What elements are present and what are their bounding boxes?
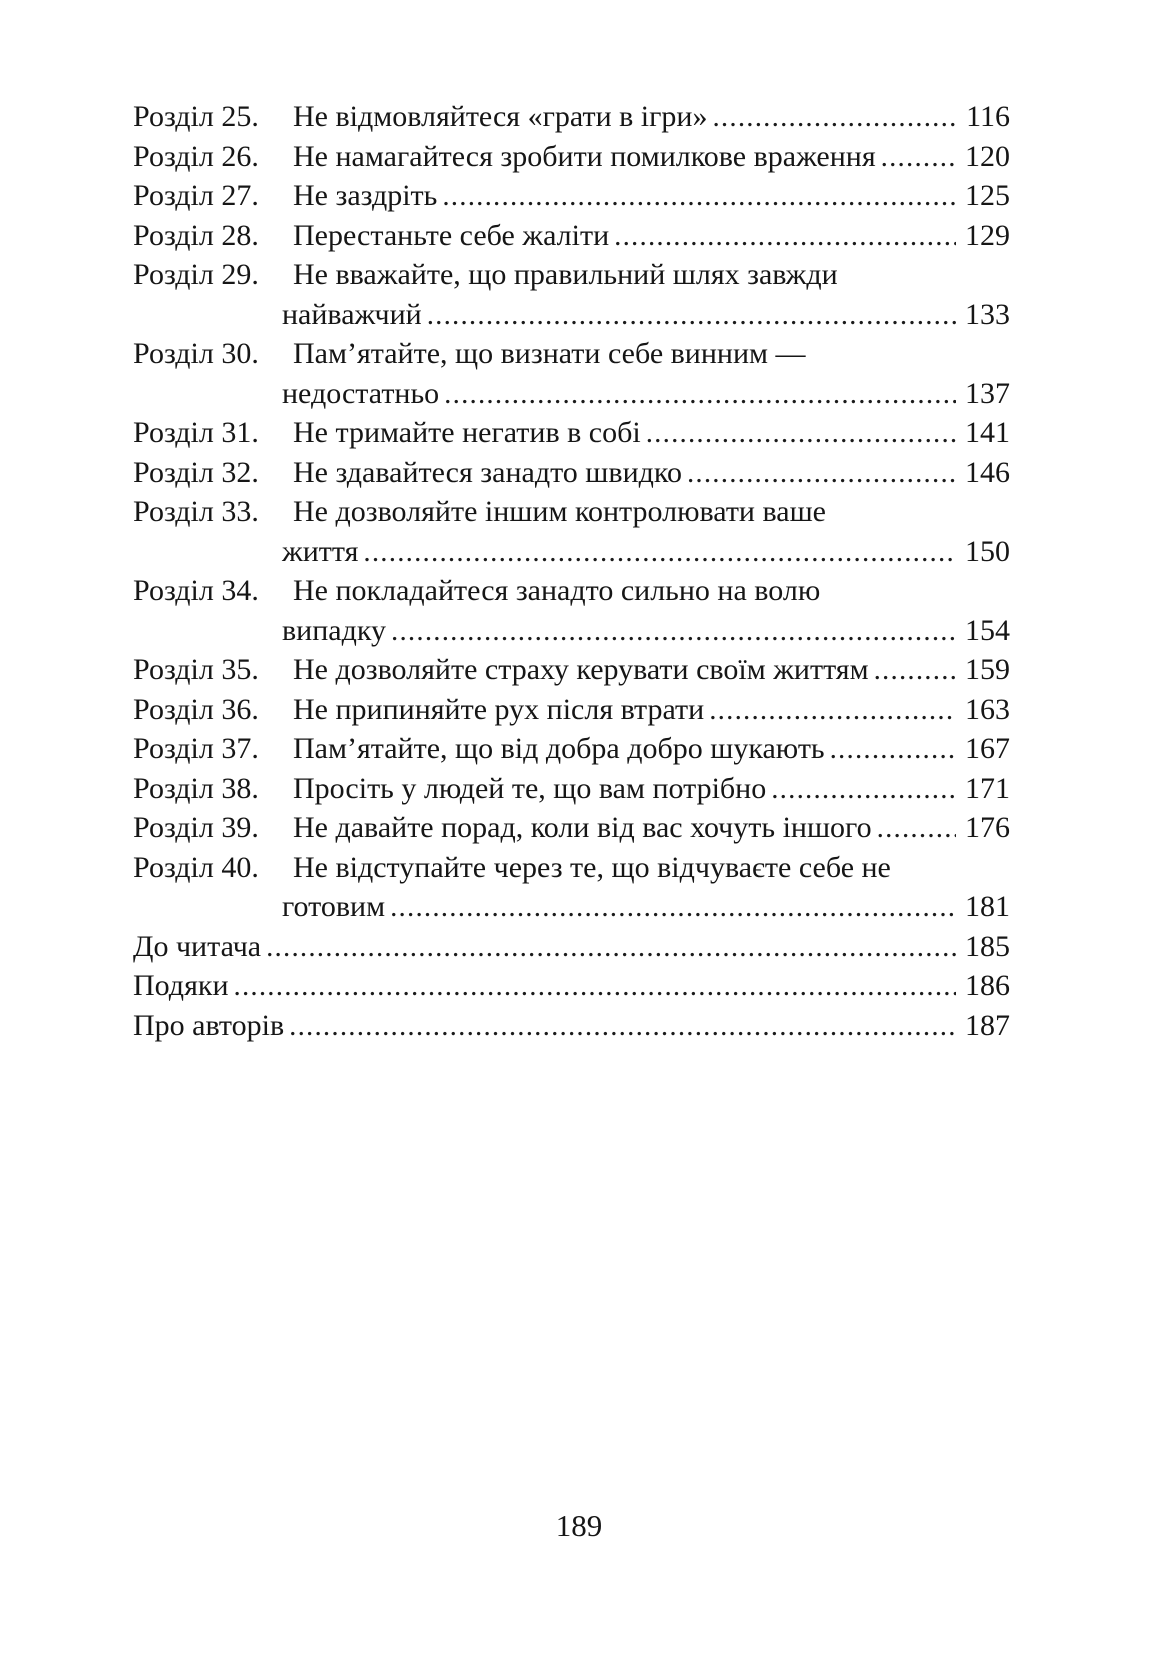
toc-entry-line [133, 571, 1010, 611]
toc-entry [133, 453, 1010, 493]
chapter-page-number: 116 [966, 100, 1010, 133]
chapter-title: Про авторів [133, 1008, 285, 1042]
chapter-title-continuation: недостатньо [282, 376, 440, 410]
chapter-title: Не вважайте, що правильний шлях завжди [293, 258, 838, 291]
toc-entry-line [133, 176, 1010, 216]
chapter-title: Не здавайтеся занадто швидко [293, 455, 682, 489]
chapter-title: Не дозволяйте страху керувати своїм життям [293, 653, 869, 686]
chapter-page-number: 137 [965, 376, 1010, 410]
dot-leader [363, 532, 956, 573]
toc-entry-continuation-line [133, 532, 1010, 572]
chapter-title: Перестаньте себе жаліти [293, 218, 610, 252]
chapter-title: Пам’ятайте, що від добра добро шукають [293, 732, 825, 765]
dot-leader [390, 887, 956, 928]
toc-entry-line [133, 453, 1010, 493]
toc-entry-continuation-line [133, 295, 1010, 335]
toc-entry [133, 334, 1010, 413]
toc-entry [133, 1006, 1010, 1046]
chapter-page-number: 146 [965, 455, 1010, 489]
toc-entry-line [133, 729, 1010, 769]
chapter-page-number: 141 [965, 416, 1010, 449]
toc-entry-line [133, 1006, 1010, 1046]
chapter-label: Розділ 33. [133, 495, 259, 528]
toc-entry [133, 769, 1010, 809]
toc-entry [133, 966, 1010, 1006]
toc-entry-line [133, 255, 1010, 295]
toc-entry-line [133, 808, 1010, 848]
dot-leader [289, 1006, 956, 1047]
chapter-title: Не заздріть [293, 179, 438, 212]
chapter-label: Розділ 30. [133, 337, 259, 370]
chapter-label: Розділ 31. [133, 416, 259, 449]
chapter-label: Розділ 29. [133, 258, 259, 291]
chapter-title: Не тримайте негатив в собі [293, 416, 641, 449]
toc-entry-continuation-line [133, 611, 1010, 651]
toc-entry-continuation-line [133, 374, 1010, 414]
chapter-page-number: 150 [965, 534, 1010, 568]
table-of-contents [133, 97, 1010, 1045]
chapter-page-number: 125 [965, 179, 1010, 212]
chapter-title: Не відступайте через те, що відчуваєте себе не [293, 850, 891, 884]
chapter-label: Розділ 35. [133, 653, 259, 686]
chapter-page-number: 163 [965, 692, 1010, 726]
chapter-page-number: 176 [965, 811, 1010, 844]
chapter-label: Розділ 28. [133, 218, 259, 252]
dot-leader [687, 453, 956, 494]
toc-entry [133, 176, 1010, 216]
toc-entry [133, 729, 1010, 769]
dot-leader [614, 216, 956, 257]
chapter-title: До читача [133, 929, 262, 963]
page-footer [0, 1506, 1158, 1546]
toc-entry [133, 848, 1010, 927]
chapter-title: Не покладайтеся занадто сильно на волю [293, 574, 821, 607]
chapter-label: Розділ 32. [133, 455, 259, 489]
toc-entry-line [133, 413, 1010, 453]
toc-entry [133, 690, 1010, 730]
dot-leader [709, 690, 956, 731]
dot-leader [266, 927, 956, 968]
chapter-page-number: 187 [965, 1008, 1010, 1042]
chapter-page-number: 185 [965, 929, 1010, 963]
chapter-page-number: 154 [965, 613, 1010, 647]
chapter-page-number: 167 [965, 732, 1010, 765]
chapter-label: Розділ 34. [133, 574, 259, 607]
folio-page-number: 189 [555, 1508, 603, 1543]
chapter-page-number: 129 [965, 218, 1010, 252]
dot-leader [391, 611, 956, 652]
dot-leader [771, 769, 956, 810]
chapter-page-number: 120 [965, 139, 1010, 173]
chapter-title: Не дозволяйте іншим контролювати ваше [293, 495, 826, 528]
chapter-page-number: 181 [965, 890, 1010, 923]
chapter-title-continuation: життя [282, 534, 359, 568]
toc-entry [133, 492, 1010, 571]
chapter-title-continuation: випадку [282, 613, 387, 647]
chapter-page-number: 133 [965, 297, 1010, 331]
toc-entry [133, 808, 1010, 848]
dot-leader [830, 729, 956, 770]
toc-entry-line [133, 690, 1010, 730]
chapter-page-number: 186 [965, 969, 1010, 1002]
toc-entry [133, 413, 1010, 453]
chapter-label: Розділ 39. [133, 811, 259, 844]
toc-entry-line [133, 216, 1010, 256]
toc-entry [133, 650, 1010, 690]
dot-leader [234, 966, 957, 1007]
toc-entry [133, 97, 1010, 137]
dot-leader [442, 176, 956, 217]
chapter-label: Розділ 37. [133, 732, 259, 765]
toc-entry [133, 571, 1010, 650]
chapter-title-continuation: найважчий [282, 297, 422, 331]
chapter-title-continuation: готовим [282, 890, 386, 923]
chapter-label: Розділ 26. [133, 139, 259, 173]
toc-entry [133, 927, 1010, 967]
chapter-label: Розділ 27. [133, 179, 259, 212]
toc-entry-line [133, 650, 1010, 690]
toc-entry-continuation-line [133, 887, 1010, 927]
chapter-label: Розділ 38. [133, 771, 259, 805]
chapter-title: Не відмовляйтеся «грати в ігри» [293, 100, 708, 133]
dot-leader [427, 295, 956, 336]
dot-leader [444, 374, 956, 415]
dot-leader [874, 650, 956, 691]
chapter-title: Не припиняйте рух після втрати [293, 692, 705, 726]
chapter-label: Розділ 25. [133, 100, 259, 133]
chapter-title: Пам’ятайте, що визнати себе винним — [293, 337, 806, 370]
toc-entry [133, 216, 1010, 256]
chapter-title: Не давайте порад, коли від вас хочуть іншого [293, 811, 872, 844]
toc-entry-line [133, 137, 1010, 177]
toc-entry-line [133, 848, 1010, 888]
chapter-title: Просіть у людей те, що вам потрібно [293, 771, 767, 805]
toc-entry-line [133, 966, 1010, 1006]
chapter-page-number: 171 [965, 771, 1010, 805]
dot-leader [881, 137, 956, 178]
chapter-page-number: 159 [965, 653, 1010, 686]
toc-entry-line [133, 927, 1010, 967]
chapter-label: Розділ 40. [133, 850, 259, 884]
chapter-title: Не намагайтеся зробити помилкове враження [293, 139, 876, 173]
toc-entry-line [133, 334, 1010, 374]
toc-entry-line [133, 97, 1010, 137]
dot-leader [712, 97, 957, 138]
toc-entry [133, 137, 1010, 177]
toc-entry-line [133, 492, 1010, 532]
chapter-title: Подяки [133, 969, 229, 1002]
dot-leader [646, 413, 956, 454]
toc-entry [133, 255, 1010, 334]
chapter-label: Розділ 36. [133, 692, 259, 726]
dot-leader [877, 808, 956, 849]
toc-entry-line [133, 769, 1010, 809]
